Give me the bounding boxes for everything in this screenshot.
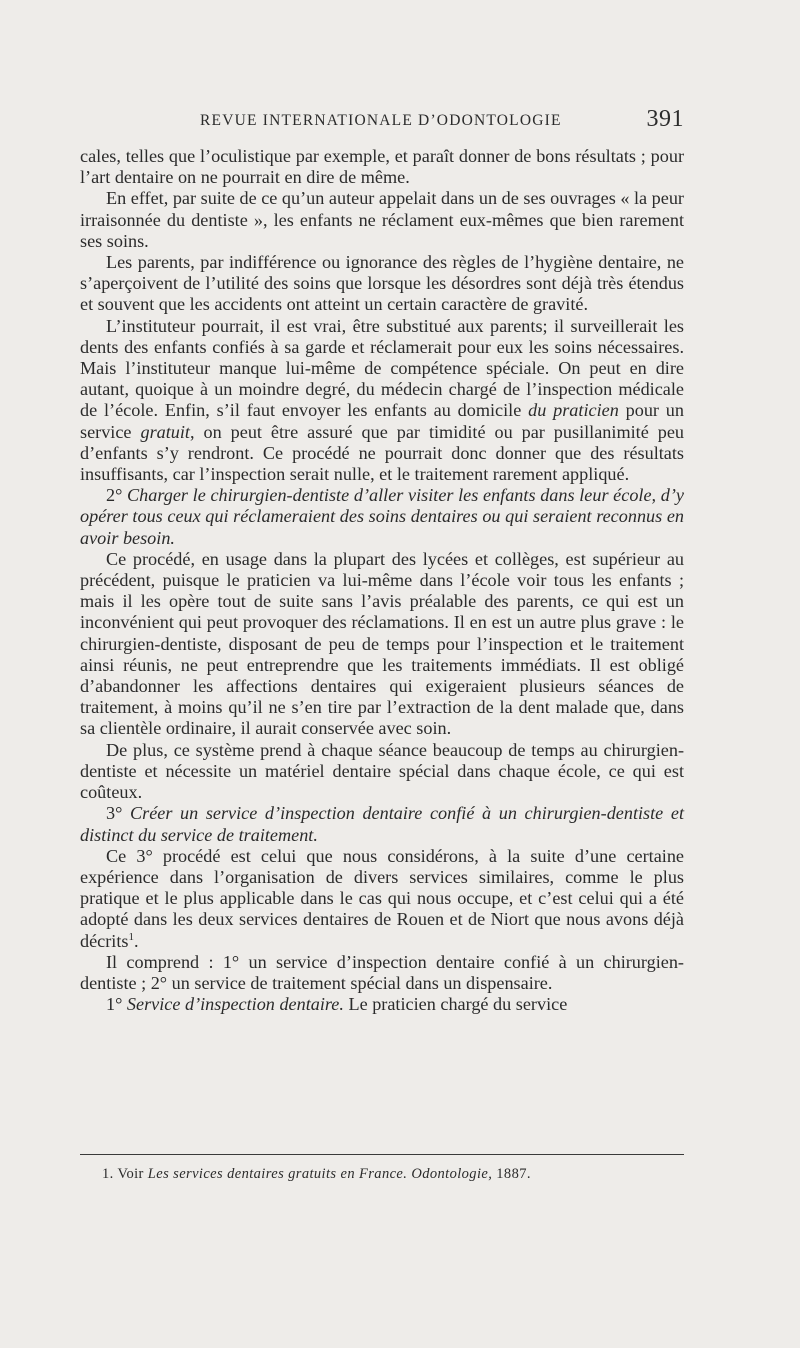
footnote-reference: 1 [128,930,134,943]
footnote-lead: Voir [113,1166,148,1182]
paragraph-4-italic-2: gratuit [140,421,190,442]
paragraph-6: Ce procédé, en usage dans la plupart des lycées et collèges, est supérieur au précédent, puisque le praticien va lui-même dans l’école voir tous les enfants ; mais il les opère tout de suite sans l’avis préalable des parents, ce qui est un inconvénient qui peut provoquer des réclamations. Il en est un autre plus grave : le chirurgien-dentiste, disposant de peu de temps pour l’inspection et le traitement ainsi réunis, ne peut entreprendre que les traitements immédiats. Il est obligé d’abandonner les affections dentaires qui exigeraient plusieurs séances de traitement, à moins qu’il ne s’en tire par l’extraction de la dent malade que, dans sa clientèle ordinaire, il aurait conservée avec soin. [80,548,684,739]
item-2-title: Charger le chirurgien-dentiste d’aller visiter les enfants dans leur école, d’y opérer tous ceux qui réclameraient des soins dentaires ou qui seraient reconnus en avoir besoin. [80,485,684,548]
paragraph-4 [80,316,684,486]
subsection-number: 1° [106,994,127,1015]
paragraph-4-text-a: L’instituteur pourrait, il est vrai, être substitué aux parents; il surveillerait les dents des enfants confiés à sa garde et réclamerait pour eux les soins nécessaires. Mais l’instituteur manque lui-même de compétence spéciale. On peut en dire autant, quoique à un moindre degré, du médecin chargé de l’inspection médicale de l’école. Enfin, s’il faut envoyer les enfants au domicile [80,315,684,421]
running-head [80,106,684,136]
page-number: 391 [646,106,684,132]
subsection-title: Service d’inspection dentaire. [126,994,344,1015]
paragraph-4-text-b: pour un service [80,400,684,442]
paragraph-11-text: Le praticien chargé du service [343,994,568,1015]
paragraph-1: cales, telles que l’oculistique par exemple, et paraît donner de bons résultats ; pour l’art dentaire on ne pourrait en dire de même. [80,146,684,188]
paragraph-3: Les parents, par indifférence ou ignorance des règles de l’hygiène dentaire, ne s’aperçoivent de l’utilité des soins que lorsque les désordres sont déjà très étendus et souvent que les accidents ont atteint un certain caractère de gravité. [80,252,684,315]
footnote-divider [80,1154,684,1155]
paragraph-11 [80,994,684,1015]
paragraph-8-heading [80,803,684,845]
body-text [80,146,684,1015]
footnote [102,1166,684,1183]
item-3-title: Créer un service d’inspection dentaire confié à un chirurgien-dentiste et distinct du service de traitement. [80,803,684,845]
paragraph-2: En effet, par suite de ce qu’un auteur appelait dans un de ses ouvrages « la peur irraisonnée du dentiste », les enfants ne réclament eux-mêmes que bien rarement ses soins. [80,188,684,251]
paragraph-10: Il comprend : 1° un service d’inspection dentaire confié à un chirurgien-dentiste ; 2° un service de traitement spécial dans un dispensaire. [80,951,684,993]
paragraph-9 [80,846,684,952]
paragraph-7: De plus, ce système prend à chaque séance beaucoup de temps au chirurgien-dentiste et nécessite un matériel dentaire spécial dans chaque école, ce qui est coûteux. [80,739,684,803]
paragraph-4-text-c: , on peut être assuré que par timidité ou par pusillanimité peu d’enfants s’y rendront. Ce procédé ne pourrait donc donner que des résultats insuffisants, car l’inspection serait nulle, et le traitement rarement appliqué. [80,421,684,485]
paragraph-4-italic-1: du praticien [528,400,619,421]
item-3-number: 3° [106,803,130,824]
footnote-title: Les services dentaires gratuits en France. Odontologie, [147,1166,493,1182]
paragraph-5-heading [80,485,684,549]
footnote-year: 1887. [492,1166,531,1182]
paragraph-9-text-b: . [133,930,139,951]
paragraph-9-text-a: Ce 3° procédé est celui que nous considérons, à la suite d’une certaine expérience dans l’organisation de divers services similaires, comme le plus pratique et le plus applicable dans le cas qui nous occupe, et c’est celui qui a été adopté dans les deux services dentaires de Rouen et de Niort que nous avons déjà décrits [80,845,684,951]
running-head-title: REVUE INTERNATIONALE D’ODONTOLOGIE [200,112,562,129]
item-2-number: 2° [106,485,128,506]
footnote-number: 1. [102,1166,114,1182]
